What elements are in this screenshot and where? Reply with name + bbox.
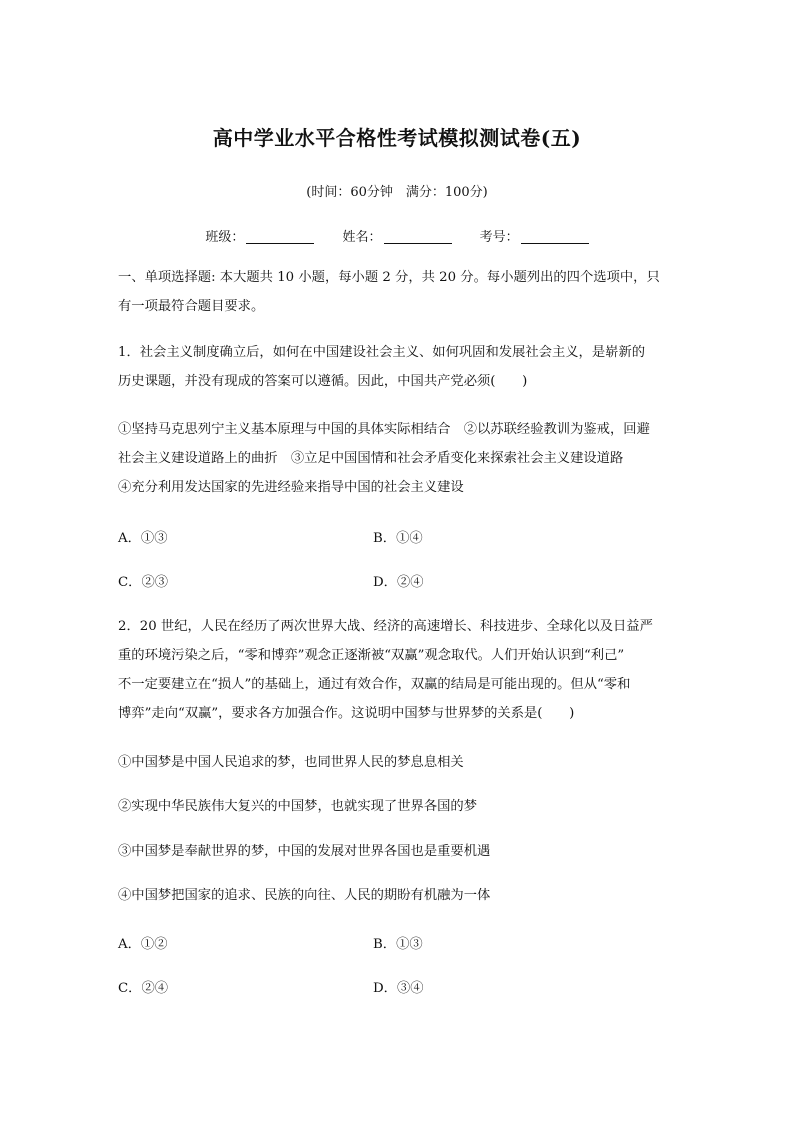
class-label: 班级：	[205, 230, 245, 245]
text-line: ①坚持马克思列宁主义基本原理与中国的具体实际相结合 ②以苏联经验教训为鉴戒，回避	[118, 422, 650, 437]
question-2-statement-1: ①中国梦是中国人民追求的梦，也同世界人民的梦息息相关	[118, 755, 464, 770]
text-line: 1．社会主义制度确立后，如何在中国建设社会主义、如何巩固和发展社会主义，是崭新的	[118, 345, 646, 360]
text-line: 2．20 世纪，人民在经历了两次世界大战、经济的高速增长、科技进步、全球化以及日益严	[118, 619, 653, 634]
page-title: 高中学业水平合格性考试模拟测试卷(五)	[212, 126, 582, 150]
question-2-option-b: B．①③	[373, 937, 423, 952]
question-1-option-a: A．①③	[118, 531, 168, 546]
question-2-statement-3: ③中国梦是奉献世界的梦，中国的发展对世界各国也是重要机遇	[118, 844, 491, 859]
question-2-option-c: C．②④	[118, 981, 169, 996]
text-line: 历史课题，并没有现成的答案可以遵循。因此，中国共产党必须( )	[118, 374, 528, 389]
text-line: ④充分利用发达国家的先进经验来指导中国的社会主义建设	[118, 480, 464, 495]
name-label: 姓名：	[342, 230, 382, 245]
text-line: 博弈”走向“双赢”，要求各方加强合作。这说明中国梦与世界梦的关系是( )	[118, 706, 575, 721]
question-1-option-b: B．①④	[373, 531, 423, 546]
question-2-option-a: A．①②	[118, 937, 168, 952]
section-instructions	[118, 263, 678, 321]
question-2-statement-2: ②实现中华民族伟大复兴的中国梦，也就实现了世界各国的梦	[118, 799, 478, 814]
question-1-option-c: C．②③	[118, 575, 169, 590]
text-line: 重的环境污染之后，“零和博弈”观念正逐渐被“双赢”观念取代。人们开始认识到“利己”	[118, 648, 625, 663]
exam-time-score: (时间：60分钟 满分：100分)	[306, 185, 488, 200]
question-1-stem	[118, 338, 678, 396]
text-line: 一、单项选择题: 本大题共 10 小题，每小题 2 分，共 20 分。每小题列出的四个选项中，只	[118, 270, 660, 285]
name-blank	[384, 229, 452, 244]
name-field	[342, 226, 451, 245]
text-line: 社会主义建设道路上的曲折 ③立足中国国情和社会矛盾变化来探索社会主义建设道路	[118, 451, 624, 466]
question-1-option-d: D．②④	[373, 575, 424, 590]
text-line: 不一定要建立在“损人”的基础上，通过有效合作，双赢的结局是可能出现的。但从“零和	[118, 677, 631, 692]
question-1-statements	[118, 415, 678, 502]
student-info-row	[0, 226, 794, 245]
class-field	[205, 226, 314, 245]
number-field	[480, 226, 589, 245]
number-label: 考号：	[479, 230, 519, 245]
text-line: 有一项最符合题目要求。	[118, 299, 265, 314]
class-blank	[246, 229, 314, 244]
question-2-statement-4: ④中国梦把国家的追求、民族的向往、人民的期盼有机融为一体	[118, 888, 491, 903]
question-2-stem	[118, 612, 678, 728]
number-blank	[521, 229, 589, 244]
question-2-option-d: D．③④	[373, 981, 424, 996]
